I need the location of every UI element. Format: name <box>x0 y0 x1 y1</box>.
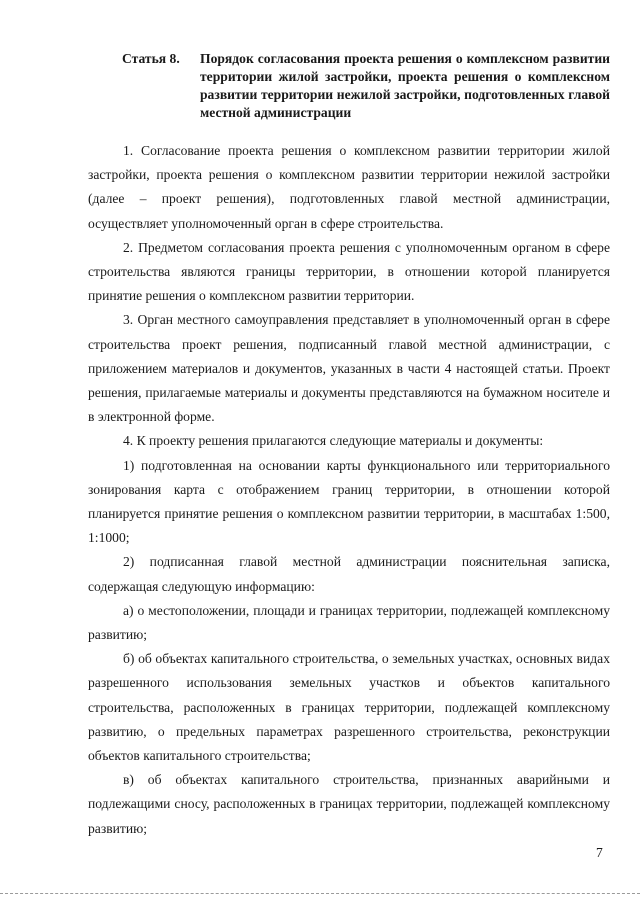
sub-item-a: а) о местоположении, площади и границах территории, подлежащей комплексному развитию; <box>88 602 610 643</box>
sub-item-v: в) об объектах капитального строительства, признанных аварийными и подлежащими сносу, расположенных в границах территории, подлежащей комплексному развитию; <box>88 772 610 836</box>
article-body <box>88 139 610 841</box>
article-heading <box>122 50 610 122</box>
list-item-1: 1) подготовленная на основании карты функционального или территориального зонирования карта с отображением границ территории, в отношении которой планируется принятие решения о комплексном развитии территории, в масштабах 1:500, 1:1000; <box>88 457 610 546</box>
footer-divider <box>0 893 640 894</box>
sub-item-b: б) об объектах капитального строительства, о земельных участках, основных видах разрешенного использования земельных участков и объектов капитального строительства, расположенных в границах территории, подлежащей комплексному развитию, о предельных параметрах разрешенного строительства, реконструкции объектов капитального строительства; <box>88 651 610 764</box>
paragraph-1: 1. Согласование проекта решения о комплексном развитии территории жилой застройки, проекта решения о комплексном развитии территории нежилой застройки (далее – проект решения), подготовленных главой местной администрации, осуществляет уполномоченный орган в сфере строительства. <box>88 143 610 231</box>
article-title: Порядок согласования проекта решения о комплексном развитии территории жилой застройки, проекта решения о комплексном развитии территории нежилой застройки, подготовленных главой местной администрации <box>200 51 610 120</box>
paragraph-2: 2. Предметом согласования проекта решения с уполномоченным органом в сфере строительства являются границы территории, в отношении которой планируется принятие решения о комплексном развитии территории. <box>88 239 610 304</box>
list-item-2: 2) подписанная главой местной администрации пояснительная записка, содержащая следующую информацию: <box>88 554 610 594</box>
page-number: 7 <box>596 845 603 860</box>
paragraph-4: 4. К проекту решения прилагаются следующие материалы и документы: <box>123 433 544 449</box>
article-number: Статья 8. <box>122 51 180 66</box>
paragraph-3: 3. Орган местного самоуправления представляет в уполномоченный орган в сфере строительства проект решения, подписанный главой местной администрации, с приложением материалов и документов, указанных в части 4 настоящей статьи. Проект решения, прилагаемые материалы и документы представляются на бумажном носителе и в электронной форме. <box>88 312 610 425</box>
